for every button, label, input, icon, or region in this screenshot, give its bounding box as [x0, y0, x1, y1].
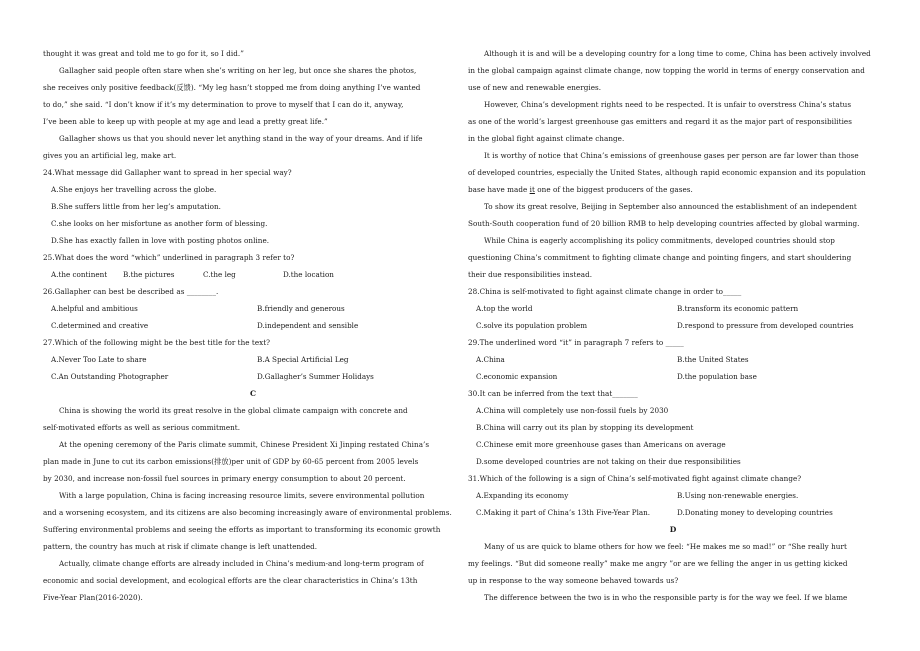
question-27-option-d: D.Gallagher’s Summer Holidays [257, 372, 374, 381]
passage-line: pattern, the country has much at risk if climate change is left unattended. [43, 542, 318, 551]
question-25-option-a: A.the continent [51, 270, 108, 279]
passage-line: Gallagher said people often stare when she’s writing on her leg, but once she shares the photos, [59, 66, 417, 75]
passage-line: Suffering environmental problems and seeing the efforts as important to transforming its economic growth [43, 525, 441, 534]
section-d-heading: D [669, 525, 677, 534]
passage-line: up in response to the way someone behaved towards us? [468, 576, 679, 585]
question-27-option-a: A.Never Too Late to share [51, 355, 147, 364]
question-29-option-b: B.the United States [677, 355, 749, 364]
passage-line: plan made in June to cut its carbon emissions(排放)per unit of GDP by 60-65 percent from 2005 levels [43, 457, 419, 466]
passage-line: she receives only positive feedback(反馈). “My leg hasn’t stopped me from doing anything I’ve wanted [43, 83, 421, 92]
passage-line [468, 181, 878, 198]
passage-line: China is showing the world its great resolve in the global climate campaign with concrete and [59, 406, 408, 415]
passage-text: base have made [468, 185, 528, 194]
passage-line: While China is eagerly accomplishing its policy commitments, developed countries should stop [484, 236, 835, 245]
passage-line: At the opening ceremony of the Paris climate summit, Chinese President Xi Jinping restated China’s [59, 440, 430, 449]
passage-line: However, China’s development rights need to be respected. It is unfair to overstress China’s status [484, 100, 852, 109]
passage-line: gives you an artificial leg, make art. [43, 151, 177, 160]
passage-line: by 2030, and increase non-fossil fuel sources in primary energy consumption to about 20 percent. [43, 474, 406, 483]
question-26-options-row2 [43, 317, 463, 334]
question-29-option-c: C.economic expansion [476, 372, 558, 381]
question-24-option-b: B.She suffers little from her leg’s amputation. [51, 202, 221, 211]
question-28-option-b: B.transform its economic pattern [677, 304, 799, 313]
passage-line: The difference between the two is in who the responsible party is for the way we feel. If we blame [484, 593, 848, 602]
question-27-stem: 27.Which of the following might be the best title for the text? [43, 338, 271, 347]
passage-line: to do,” she said. “I don’t know if it’s my determination to prove to myself that I can do it, anyway, [43, 100, 404, 109]
passage-line: use of new and renewable energies. [468, 83, 602, 92]
question-29-stem: 29.The underlined word “it” in paragraph 7 refers to _____ [468, 338, 684, 347]
question-27-options-row2 [43, 368, 463, 385]
question-24-option-a: A.She enjoys her travelling across the globe. [51, 185, 217, 194]
passage-text: one of the biggest producers of the gases. [537, 185, 693, 194]
passage-line: as one of the world’s largest greenhouse gas emitters and regard it as the major part of responsibilities [468, 117, 852, 126]
passage-line: Gallagher shows us that you should never let anything stand in the way of your dreams. And if life [59, 134, 423, 143]
passage-line: questioning China’s commitment to fighting climate change and pointing fingers, and start shouldering [468, 253, 852, 262]
passage-line: thought it was great and told me to go for it, so I did.” [43, 49, 244, 58]
question-31-options-row2 [468, 504, 878, 521]
question-29-option-d: D.the population base [677, 372, 757, 381]
question-30-option-b: B.China will carry out its plan by stopping its development [476, 423, 694, 432]
underlined-word-it: it [529, 185, 535, 194]
passage-line: self-motivated efforts as well as serious commitment. [43, 423, 241, 432]
question-24-stem: 24.What message did Gallapher want to spread in her special way? [43, 168, 292, 177]
passage-line: Five-Year Plan(2016-2020). [43, 593, 143, 602]
passage-line: my feelings. “But did someone really” make me angry ”or are we felling the anger in us getting kicked [468, 559, 848, 568]
question-28-options-row2 [468, 317, 878, 334]
left-column [43, 45, 463, 606]
question-25-option-d: D.the location [283, 270, 334, 279]
question-29-option-a: A.China [476, 355, 505, 364]
passage-line: It is worthy of notice that China’s emissions of greenhouse gases per person are far lower than those [484, 151, 859, 160]
question-31-options-row1 [468, 487, 878, 504]
passage-line: Actually, climate change efforts are already included in China’s medium-and long-term program of [59, 559, 424, 568]
question-28-option-c: C.solve its population problem [476, 321, 588, 330]
passage-line: and a worsening ecosystem, and its citizens are also becoming increasingly aware of environmental problems. [43, 508, 452, 517]
question-30-stem: 30.It can be inferred from the text that_______ [468, 389, 638, 398]
question-31-option-d: D.Donating money to developing countries [677, 508, 833, 517]
question-30-option-c: C.Chinese emit more greenhouse gases than Americans on average [476, 440, 726, 449]
right-column [468, 45, 878, 606]
passage-line: With a large population, China is facing increasing resource limits, severe environmental pollution [59, 491, 425, 500]
question-25-options [43, 266, 463, 283]
passage-line: Many of us are quick to blame others for how we feel: “He makes me so mad!” or “She really hurt [484, 542, 847, 551]
question-26-options-row1 [43, 300, 463, 317]
question-25-option-c: C.the leg [203, 270, 236, 279]
question-29-options-row1 [468, 351, 878, 368]
passage-line: South-South cooperation fund of 20 billion RMB to help developing countries affected by global warming. [468, 219, 860, 228]
section-c-heading: C [249, 389, 257, 398]
question-25-option-b: B.the pictures [123, 270, 175, 279]
question-31-stem: 31.Which of the following is a sign of China’s self-motivated fight against climate change? [468, 474, 802, 483]
question-30-option-a: A.China will completely use non-fossil fuels by 2030 [476, 406, 669, 415]
question-26-option-c: C.determined and creative [51, 321, 149, 330]
question-28-option-d: D.respond to pressure from developed countries [677, 321, 854, 330]
passage-line: in the global fight against climate change. [468, 134, 625, 143]
question-31-option-a: A.Expanding its economy [476, 491, 569, 500]
question-26-option-b: B.friendly and generous [257, 304, 345, 313]
question-27-options-row1 [43, 351, 463, 368]
passage-line: To show its great resolve, Beijing in September also announced the establishment of an independent [484, 202, 857, 211]
question-24-option-d: D.She has exactly fallen in love with posting photos online. [51, 236, 270, 245]
question-27-option-c: C.An Outstanding Photographer [51, 372, 169, 381]
question-28-option-a: A.top the world [476, 304, 533, 313]
passage-line: I’ve been able to keep up with people at my age and lead a pretty great life.” [43, 117, 328, 126]
passage-line: in the global campaign against climate change, now topping the world in terms of energy conservation and [468, 66, 865, 75]
question-26-stem: 26.Gallapher can best be described as ________. [43, 287, 219, 296]
question-26-option-a: A.helpful and ambitious [51, 304, 138, 313]
question-31-option-b: B.Using non-renewable energies. [677, 491, 799, 500]
passage-line: Although it is and will be a developing country for a long time to come, China has been actively involved [484, 49, 871, 58]
question-26-option-d: D.independent and sensible [257, 321, 359, 330]
question-30-option-d: D.some developed countries are not taking on their due responsibilities [476, 457, 741, 466]
passage-line: economic and social development, and ecological efforts are the clear characteristics in China’s 13th [43, 576, 418, 585]
question-28-stem: 28.China is self-motivated to fight against climate change in order to_____ [468, 287, 742, 296]
question-29-options-row2 [468, 368, 878, 385]
question-31-option-c: C.Making it part of China’s 13th Five-Year Plan. [476, 508, 651, 517]
question-27-option-b: B.A Special Artificial Leg [257, 355, 349, 364]
question-28-options-row1 [468, 300, 878, 317]
question-24-option-c: C.she looks on her misfortune as another form of blessing. [51, 219, 268, 228]
passage-line: of developed countries, especially the United States, although rapid economic expansion and its population [468, 168, 866, 177]
question-25-stem: 25.What does the word “which” underlined in paragraph 3 refer to? [43, 253, 295, 262]
passage-line: their due responsibilities instead. [468, 270, 593, 279]
